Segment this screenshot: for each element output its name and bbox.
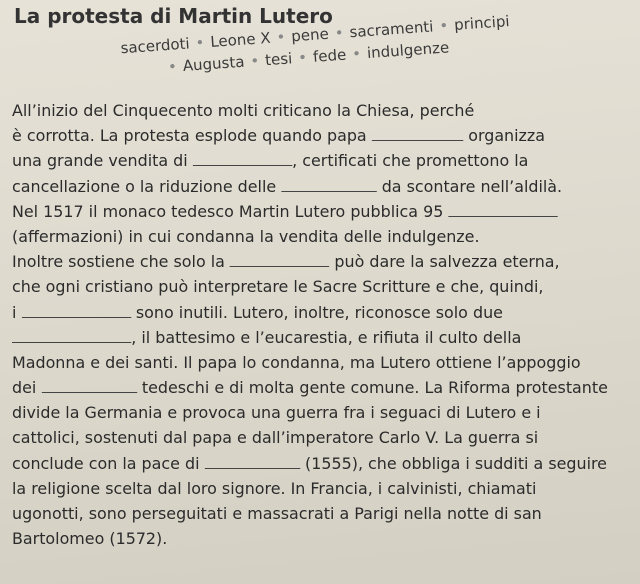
blank-field[interactable] [193,153,292,166]
word-separator: • [334,23,345,43]
text-line [12,425,628,450]
text-line [12,199,628,224]
text-segment: i [12,302,17,322]
exercise-text [12,98,632,551]
text-line [12,325,628,350]
word-separator: • [167,57,178,76]
text-segment: cancellazione o la riduzione delle [12,176,277,196]
word-bank-word: indulgenze [366,38,450,63]
blank-field[interactable] [230,254,329,267]
text-line [12,501,628,526]
text-line [12,300,628,325]
text-segment: che ogni cristiano può interpretare le Sacre Scritture e che, quindi, [12,277,544,297]
text-line [12,148,628,173]
text-segment: da scontare nell’aldilà. [381,176,563,196]
word-separator: • [194,33,206,53]
blank-field[interactable] [281,179,376,192]
text-line [12,174,628,199]
text-segment: può dare la salvezza eterna, [334,252,560,272]
text-segment: (affermazioni) in cui condanna la vendita delle indulgenze. [12,226,480,246]
blank-field[interactable] [41,380,136,393]
blank-field[interactable] [372,128,463,141]
blank-field[interactable] [21,305,130,318]
text-segment: , il battesimo e l’eucarestia, e rifiuta il culto della [131,327,522,347]
text-segment: (1555), che obbliga i sudditi a seguire [305,453,607,473]
text-segment: All’inizio del Cinquecento molti criticano la Chiesa, perché [12,101,475,120]
text-segment: sono inutili. Lutero, inoltre, riconosce solo due [135,302,503,322]
word-bank-word: Augusta [182,52,246,75]
text-line [12,400,628,425]
text-line [12,476,628,501]
word-bank-word: principi [453,12,511,34]
text-line [12,350,628,375]
blank-field[interactable] [448,204,557,217]
blank-field[interactable] [205,456,300,469]
word-bank-word: Leone X [209,28,272,51]
word-separator: • [275,27,286,47]
text-segment: , certificati che promettono la [292,151,529,171]
text-line [12,451,628,476]
word-bank-word: sacerdoti [119,34,191,58]
word-separator: • [351,44,362,64]
word-separator: • [297,48,308,67]
blank-field[interactable] [12,330,131,343]
text-segment: è corrotta. La protesta esplode quando papa [12,126,367,146]
text-segment: Bartolomeo (1572). [12,529,168,549]
text-line [12,249,628,274]
word-separator: • [249,51,260,71]
text-segment: conclude con la pace di [12,453,200,473]
text-segment: divide la Germania e provoca una guerra fra i seguaci di Lutero e i [12,403,541,423]
text-segment: cattolici, sostenuti dal papa e dall’imperatore Carlo V. La guerra si [12,428,539,448]
word-bank-word: sacramenti [348,17,434,42]
text-line [12,98,628,123]
text-segment: organizza [468,126,546,146]
text-segment: ugonotti, sono perseguitati e massacrati a Parigi nella notte di san [12,504,542,523]
text-segment: dei [12,378,37,398]
word-bank-word: fede [312,45,347,66]
text-line [12,526,628,551]
word-separator: • [438,16,449,35]
word-bank-word: tesi [264,49,293,70]
text-line [12,224,628,249]
text-segment: Nel 1517 il monaco tedesco Martin Lutero pubblica 95 [12,201,444,221]
text-segment: la religione scelta dal loro signore. In Francia, i calvinisti, chiamati [12,478,537,498]
page-title: La protesta di Martin Lutero [14,4,333,28]
text-segment: Inoltre sostiene che solo la [12,252,225,272]
text-segment: una grande vendita di [12,151,188,171]
text-line [12,375,628,400]
text-line [12,274,628,299]
text-segment: tedeschi e di molta gente comune. La Riforma protestante [141,378,608,398]
word-bank-word: pene [290,24,330,46]
text-segment: Madonna e dei santi. Il papa lo condanna, ma Lutero ottiene l’appoggio [12,352,581,372]
text-line [12,123,628,148]
